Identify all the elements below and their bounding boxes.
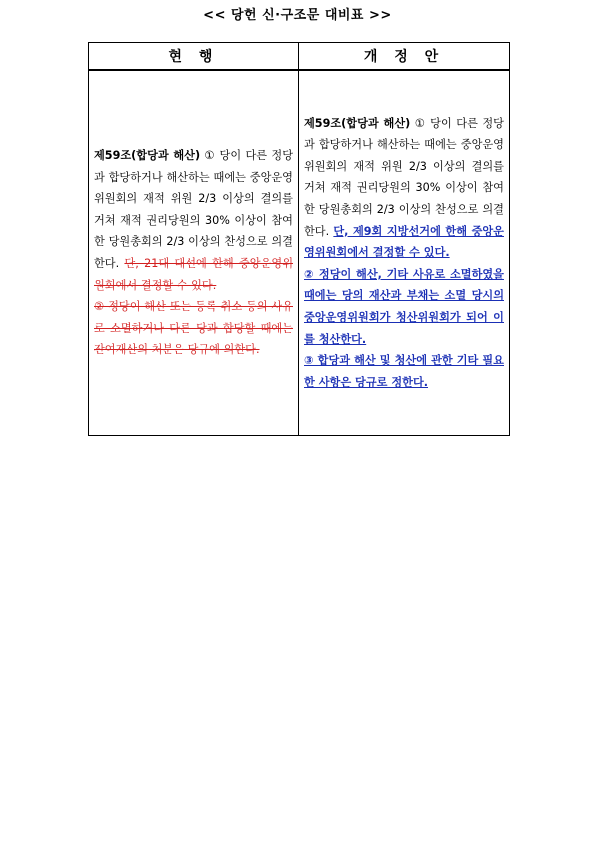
current-clause-1: ① 당이 다른 정당과 합당하거나 해산하는 때에는 중앙운영위원회의 재적 위원 2/3 이상의 결의를 거쳐 재적 권리당원의 30% 이상이 참여한 당원총회의 2/3 이상의 찬성으로 의결한다. <box>94 149 293 270</box>
current-text-cell <box>89 70 299 436</box>
document-title: << 당헌 신·구조문 대비표 >> <box>203 8 392 23</box>
current-deleted-proviso: 단, 21대 대선에 한해 중앙운영위원회에서 결정할 수 있다. <box>94 257 294 292</box>
revised-inserted-proviso: 단, 제9회 지방선거에 한해 중앙운영위원회에서 결정할 수 있다. <box>304 224 504 260</box>
revised-inserted-clause-2: ② 정당이 해산, 기타 사유로 소멸하였을 때에는 당의 재산과 부채는 소멸 당시의 중앙운영위원회가 청산위원회가 되어 이를 청산한다. <box>304 267 504 346</box>
header-row <box>89 43 510 71</box>
current-article-title: 제59조(합당과 해산) <box>94 149 201 163</box>
header-revised: 개 정 안 <box>299 43 510 71</box>
content-row <box>89 70 510 436</box>
current-deleted-clause-2: ② 정당이 해산 또는 등록 취소 등의 사유로 소멸하거나 다른 당과 합당할 때에는 잔여재산의 처분은 당규에 의한다. <box>94 300 293 357</box>
revised-inserted-clause-3: ③ 합당과 해산 및 청산에 관한 기타 필요한 사항은 당규로 정한다. <box>304 354 504 389</box>
revised-clause-1: ① 당이 다른 정당과 합당하거나 해산하는 때에는 중앙운영위원회의 재적 위원 2/3 이상의 결의를 거쳐 재적 권리당원의 30% 이상이 참여한 당원총회의 2/3 이상의 찬성으로 의결한다. <box>304 116 504 238</box>
header-current: 현 행 <box>89 43 299 71</box>
revised-article-title: 제59조(합당과 해산) <box>304 116 411 130</box>
revised-text-cell <box>299 70 510 436</box>
comparison-table <box>88 42 510 436</box>
